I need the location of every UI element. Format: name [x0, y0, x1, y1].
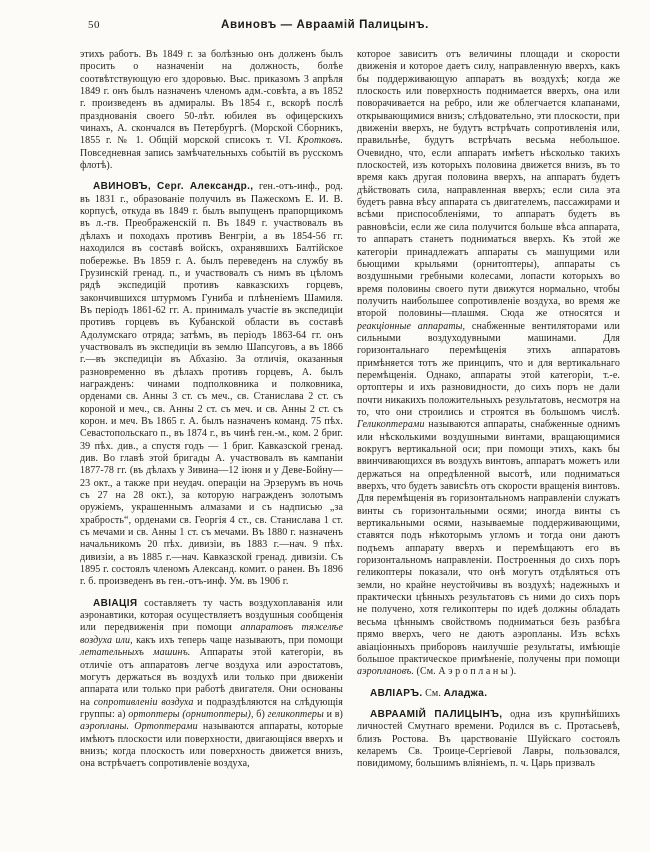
body-text: которое зависитъ отъ величины площади и скорости движенія и которое даетъ силу, направленную вверхъ, какъ бы поддерживающую аппаратъ въ воздухѣ; когда же плоскость или поверхность поднимается вверхъ, она или поворачивается на ребро, или же облегчается клапанами, открывающимися внизъ; слѣдовательно, эти плоскости, при движеніи вверхъ, не будутъ встрѣчать сопротивленія или, правильнѣе, будутъ встрѣчать весьма небольшое. Очевидно, что, если аппаратъ имѣетъ нѣсколько такихъ плоскостей, изъ которыхъ половина движется внизъ, въ то время какъ другая половина вверхъ, на аппаратъ будетъ дѣйствовать сила, направленная вверхъ; если сила эта будетъ равна вѣсу аппарата съ двигателемъ, пассажирами и всѣми приспособленіями, то аппаратъ будетъ въ равновѣсіи, если же сила получится больше вѣса аппарата, то аппаратъ станетъ подниматься вверхъ. Къ этой же категоріи принадлежатъ аппараты съ машущими или бьющими крыльями (орнитоптеры), аппараты съ воздушными гребными колесами, лопасти которыхъ во время половины своего пути движутся нормально, чтобы получить наибольшее сопротивленіе воздуха, во время же второй половины—плашмя. Сюда же относятся и — [357, 49, 620, 320]
body-text: составляетъ ту часть воздухоплаванія или аэронавтики, которая осуществляетъ воздушныя сообщенія или передвиженія при помощи — [80, 597, 343, 634]
continuation-paragraph — [80, 49, 343, 172]
body-text: одна изъ крупнѣйшихъ личностей Смутнаго времени. Родился въ с. Протасьевѣ, близъ Ростова. Въ царствованіе Шуйскаго состоялъ келаремъ Св. Троице-Сергіевой Лавры, пользовался, повидимому, большимъ вліяніемъ, п. ч. Царь призвалъ — [357, 708, 621, 770]
page-header — [0, 0, 650, 45]
body-text: ген.-отъ-инф., род. въ 1831 г., образованіе получилъ въ Пажескомъ Е. И. В. корпусѣ, откуда въ 1849 г. былъ выпущенъ прапорщикомъ въ л.-гв. Преображенскій п. Въ 1849 г. участвовалъ въ дѣлахъ и походахъ противъ Венгріи, а въ 1854-56 гг. находился въ составѣ войскъ, охранявшихъ Балтійское побережье. Въ 1859 г. А. былъ переведенъ на службу въ Грузинскій гренад. п., и участвовалъ съ нимъ въ цѣломъ рядѣ экспедицій противъ кавказскихъ горцевъ, закончившихся штурмомъ Гуниба и плѣненіемъ Шамиля. Въ періодъ 1861-62 гг. А. принималъ участіе въ экспедиціи противъ горцевъ въ Кубанской области въ составѣ Адолумскаго отряда; затѣмъ, въ періодъ 1863-64 гг. онъ участвовалъ въ экспедиціи въ землю Шапсуговъ, а въ 1866 г.—въ экспедиціи въ Абхазію. За отличія, оказанныя разновременно въ дѣлахъ противъ горцевъ, А. былъ награжденъ: чинами подполковника и полковника, орденами св. Анны 3 ст. съ меч., св. Станислава 2 ст. съ короной и меч., св. Анны 2 ст. съ меч. и св. Анны 2 ст. съ корон. и меч. Въ 1865 г. А. былъ назначенъ команд. 75 пѣх. Севастопольскаго п., въ 1874 г., въ чинѣ ген.-м., ком. 2 бриг. 39 пѣх. див., а спустя годъ — 1 бриг. Кавказской гренад. див. Во главѣ этой бригады А. участвовалъ въ кампаніи 1877-78 гг. (въ дѣлахъ у Зивина—12 іюня и у Деве-Бойну—23 окт., а также при неудач. операціи на Эрзерумъ въ ночь съ 27 на 28 окт.), за которую награжденъ золотымъ оружіемъ, украшеннымъ алмазами и съ надписью „за храбрость“, орденами св. Георгія 4 ст., св. Станислава 1 ст. съ мечами и св. Анны 1 ст. съ мечами. Въ 1880 г. назначенъ начальникомъ 20 пѣх. дивизіи, въ 1883 г.—нач. 9 пѣх. дивизіи, а въ 1885 г.—нач. Кавказской гренад. дивизіи. Съ 1895 г. состоялъ членомъ Александ. комит. о ранен. Въ 1896 г. б. произведенъ въ ген.-отъ-инф. Ум. въ 1906 г. — [80, 181, 344, 588]
body-text: , какъ ихъ теперь чаще называютъ, при помощи — [130, 634, 343, 646]
italic-text: геликоптеры — [267, 708, 324, 720]
headword-text: АВІАЦІЯ — [93, 597, 138, 609]
running-title: Авиновъ — Авраамій Палицынъ. — [221, 19, 429, 31]
headword-text: АВРААМІЙ ПАЛИЦЫНЪ, — [370, 708, 503, 720]
italic-text: Геликоптерами — [357, 419, 425, 431]
entry-paragraph — [357, 709, 620, 771]
continuation-paragraph — [357, 49, 620, 679]
page-number: 50 — [88, 19, 100, 31]
body-text: ). — [510, 666, 517, 678]
body-text: (См. — [413, 666, 439, 678]
italic-text: аэропланы. Ортоптерами — [80, 721, 198, 733]
italic-text: сопротивленіи воздуха — [93, 696, 194, 708]
text-column-right — [357, 49, 620, 771]
body-text: снабженные вентиляторами или сильными воздуходувными машинами. Для горизонтальнаго перемѣщенія этихъ аппаратовъ примѣняется тотъ же принципъ, что и для вертикальнаго перемѣщенія. Однако, аппараты этой категоріи, т.-е. ортоптеры и ихъ разновидности, до сихъ поръ не дали почти никакихъ положительныхъ результатовъ, несмотря на то, что они строились и строятся въ большомъ числѣ. — [357, 320, 620, 418]
body-text: Аппараты этой категоріи, въ отличіе отъ аппаратовъ легче воздуха или аэростатовъ, могутъ держаться въ воздухѣ или только при движеніи аппарата или только при работѣ двигателя. Они основаны на — [80, 647, 344, 708]
entry-paragraph — [80, 598, 343, 771]
headword-text: АВЛІАРЪ. — [370, 687, 423, 699]
body-text: Повседневная запись замѣчательныхъ событій въ русскомъ флотѣ). — [80, 147, 343, 172]
headword-text: АВИНОВЪ, Серг. Александр., — [93, 181, 254, 193]
body-text: называются аппараты, которые имѣютъ плоскости или поверхности, двигающіяся вверхъ и внизъ; когда плоскость или поверхность движется внизъ, она встрѣчаетъ сопротивленіе воздуха, — [80, 721, 343, 770]
italic-text: ортоптеры (орнитоптеры), — [128, 708, 254, 720]
headword-text: Аладжа. — [443, 687, 488, 699]
body-text: этихъ работъ. Въ 1849 г. за болѣзнью онъ долженъ былъ просить о назначеніи на должность, болѣе соотвѣтствующую его здоровью. Выс. приказомъ 3 апрѣля 1849 г. онъ былъ назначенъ членомъ адм.-совѣта, а въ 1852 г. произведенъ въ адмиралы. Въ 1854 г., вскорѣ послѣ празднованія своего 50-лѣт. юбилея въ офицерскихъ чинахъ, А. скончался въ Петербургѣ. (Морской Сборникъ, 1855 г. № 1. Общій морской списокъ т. VI. — [80, 49, 343, 147]
body-text: и подраздѣляются на слѣдующія группы: а) — [80, 696, 344, 720]
italic-text: летательныхъ машинъ. — [80, 647, 191, 659]
text-column-left — [80, 49, 343, 771]
italic-text: аэроплановъ. — [357, 666, 414, 678]
entry-paragraph — [357, 688, 620, 700]
spaced-reference-text: Аэропланы — [438, 666, 511, 678]
entry-paragraph — [80, 181, 343, 588]
text-columns — [0, 45, 650, 771]
italic-text: Кротковъ. — [297, 135, 343, 147]
italic-text: аппаратовъ тяжелѣе воздуха или — [80, 622, 343, 646]
italic-text: реакціонные аппараты, — [357, 320, 466, 332]
body-text: называются аппараты, снабженные однимъ или нѣсколькими воздушными винтами, вращающимися вокругъ вертикальной оси; при помощи этихъ, какъ бы ввинчивающихся въ воздухъ винтовъ, аппаратъ можетъ или держаться на опредѣленной высотѣ, или подниматься вверхъ, что будетъ зависѣть отъ скорости вращенія винтовъ. Для перемѣщенія въ горизонтальномъ направленіи служатъ винты съ горизонтальными осями; иногда винты съ вертикальными осями, называемые поддерживающими, ставятся подъ нѣкоторымъ угломъ и тогда они даютъ подъемъ аппарату вверхъ и перемѣщаютъ его въ горизонтальномъ направленіи. Построенныя до сихъ поръ геликоптеры показали, что онѣ могутъ отдѣляться отъ земли, но крайне неустойчивы въ воздухѣ; надежныхъ и практически цѣнныхъ результатовъ съ ними до сихъ поръ не получено, хотя геликоптеры по идеѣ должны обладать весьма цѣннымъ свойствомъ подниматься безъ разбѣга прямо вверхъ, чего не даютъ аэропланы. Изъ всѣхъ авіаціонныхъ приборовъ наилучшіе результаты, имѣющіе большое практическое примѣненіе, получены при помощи — [357, 419, 620, 665]
body-text: б) — [253, 708, 268, 720]
body-text: и в) — [323, 708, 343, 720]
body-text: См. — [422, 687, 444, 699]
